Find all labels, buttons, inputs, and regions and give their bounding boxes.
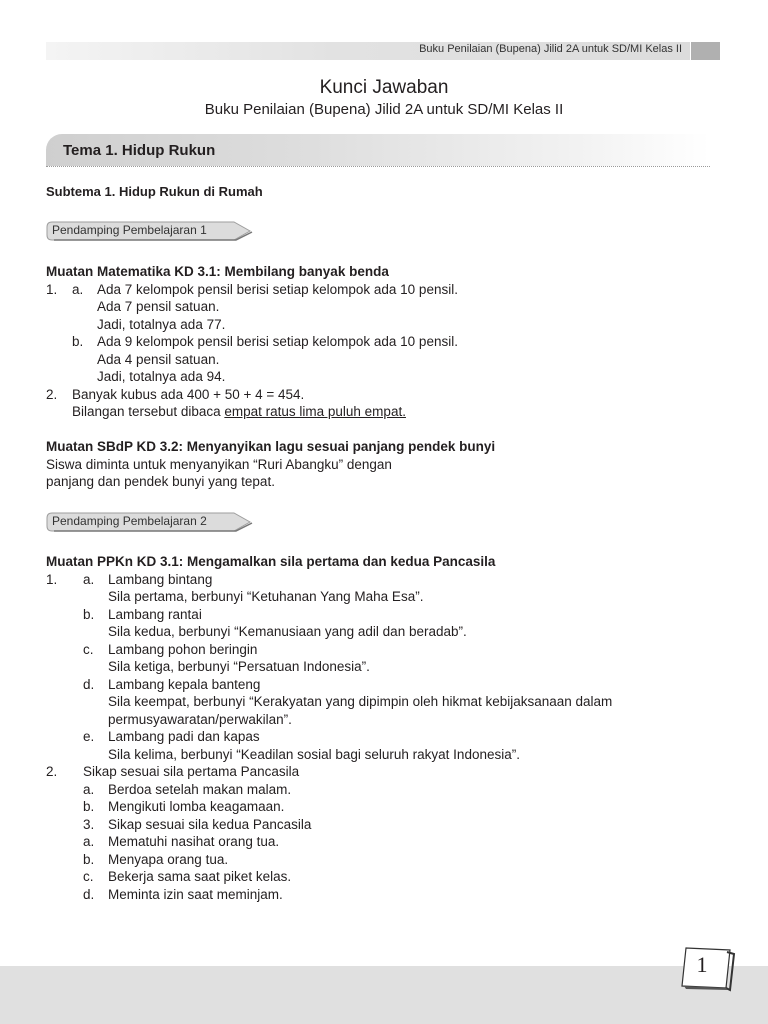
answer-line: Lambang bintang — [108, 572, 213, 587]
answer-line: Sila kelima, berbunyi “Keadilan sosial bagi seluruh rakyat Indonesia”. — [108, 747, 520, 762]
reading-underlined: empat ratus lima puluh empat. — [224, 404, 406, 419]
list-letter: d. — [83, 887, 95, 902]
answer-line: Jadi, totalnya ada 94. — [97, 369, 226, 384]
list-letter: e. — [83, 729, 95, 744]
list-letter: c. — [83, 642, 94, 657]
list-number: 3. — [83, 817, 95, 832]
list-number: 2. — [46, 764, 58, 779]
answer-line: Bekerja sama saat piket kelas. — [108, 869, 292, 884]
page-title: Kunci Jawaban — [319, 77, 449, 98]
list-letter: b. — [72, 334, 84, 349]
answer-line: Meminta izin saat meminjam. — [108, 887, 283, 902]
answer-line: Lambang padi dan kapas — [108, 729, 260, 744]
answer-line: Mematuhi nasihat orang tua. — [108, 834, 280, 849]
list-letter: a. — [83, 572, 95, 587]
list-letter: a. — [72, 282, 84, 297]
answer-line: Lambang pohon beringin — [108, 642, 258, 657]
pendamping-pembelajaran-2-label: Pendamping Pembelajaran 2 — [52, 514, 207, 528]
answer-line: Siswa diminta untuk menyanyikan “Ruri Abangku” dengan — [46, 457, 392, 472]
list-letter: b. — [83, 852, 95, 867]
page-footer — [0, 966, 768, 1024]
pendamping-pembelajaran-1-label: Pendamping Pembelajaran 1 — [52, 223, 207, 237]
list-number: 1. — [46, 572, 58, 587]
list-letter: c. — [83, 869, 94, 884]
list-letter: a. — [83, 834, 95, 849]
list-number: 2. — [46, 387, 58, 402]
answer-line: Sila keempat, berbunyi “Kerakyatan yang dipimpin oleh hikmat kebijaksanaan dalam — [108, 694, 613, 709]
running-header-title: Buku Penilaian (Bupena) Jilid 2A untuk SD/MI Kelas II — [419, 43, 682, 55]
page-number: 1 — [696, 952, 708, 977]
pendamping-pembelajaran-1-tag — [46, 220, 246, 240]
answer-line: Mengikuti lomba keagamaan. — [108, 799, 285, 814]
answer-line: Ada 7 kelompok pensil berisi setiap kelompok ada 10 pensil. — [97, 282, 458, 297]
answer-line: Sikap sesuai sila kedua Pancasila — [108, 817, 312, 832]
subtema-heading: Subtema 1. Hidup Rukun di Rumah — [46, 184, 263, 199]
answer-line: Menyapa orang tua. — [108, 852, 229, 867]
answer-line: panjang dan pendek bunyi yang tepat. — [46, 474, 275, 489]
list-letter: b. — [83, 799, 95, 814]
ppkn-heading: Muatan PPKn KD 3.1: Mengamalkan sila pertama dan kedua Pancasila — [46, 554, 496, 569]
running-header-tab — [691, 42, 720, 60]
reading-prefix: Bilangan tersebut dibaca — [72, 404, 225, 419]
list-letter: b. — [83, 607, 95, 622]
answer-line-reading — [72, 403, 406, 420]
answer-line: Sila ketiga, berbunyi “Persatuan Indonesia”. — [108, 659, 370, 674]
page-subtitle: Buku Penilaian (Bupena) Jilid 2A untuk SD/MI Kelas II — [204, 101, 564, 118]
answer-line: permusyawaratan/perwakilan”. — [108, 712, 292, 727]
answer-line: Sila kedua, berbunyi “Kemanusiaan yang adil dan beradab”. — [108, 624, 467, 639]
answer-line: Ada 7 pensil satuan. — [97, 299, 220, 314]
answer-line: Lambang rantai — [108, 607, 202, 622]
list-letter: a. — [83, 782, 95, 797]
answer-line: Sila pertama, berbunyi “Ketuhanan Yang Maha Esa”. — [108, 589, 424, 604]
pendamping-pembelajaran-2-tag — [46, 511, 246, 531]
list-letter: d. — [83, 677, 95, 692]
answer-line: Jadi, totalnya ada 77. — [97, 317, 226, 332]
answer-line: Sikap sesuai sila pertama Pancasila — [83, 764, 300, 779]
answer-line: Lambang kepala banteng — [108, 677, 261, 692]
list-number: 1. — [46, 282, 58, 297]
answer-line: Ada 9 kelompok pensil berisi setiap kelompok ada 10 pensil. — [97, 334, 458, 349]
answer-line: Berdoa setelah makan malam. — [108, 782, 292, 797]
sbdp-heading: Muatan SBdP KD 3.2: Menyanyikan lagu sesuai panjang pendek bunyi — [46, 439, 496, 454]
answer-line: Banyak kubus ada 400 + 50 + 4 = 454. — [72, 387, 305, 402]
matematika-heading: Muatan Matematika KD 3.1: Membilang banyak benda — [46, 264, 389, 279]
tema-heading: Tema 1. Hidup Rukun — [63, 142, 216, 159]
answer-line: Ada 4 pensil satuan. — [97, 352, 220, 367]
